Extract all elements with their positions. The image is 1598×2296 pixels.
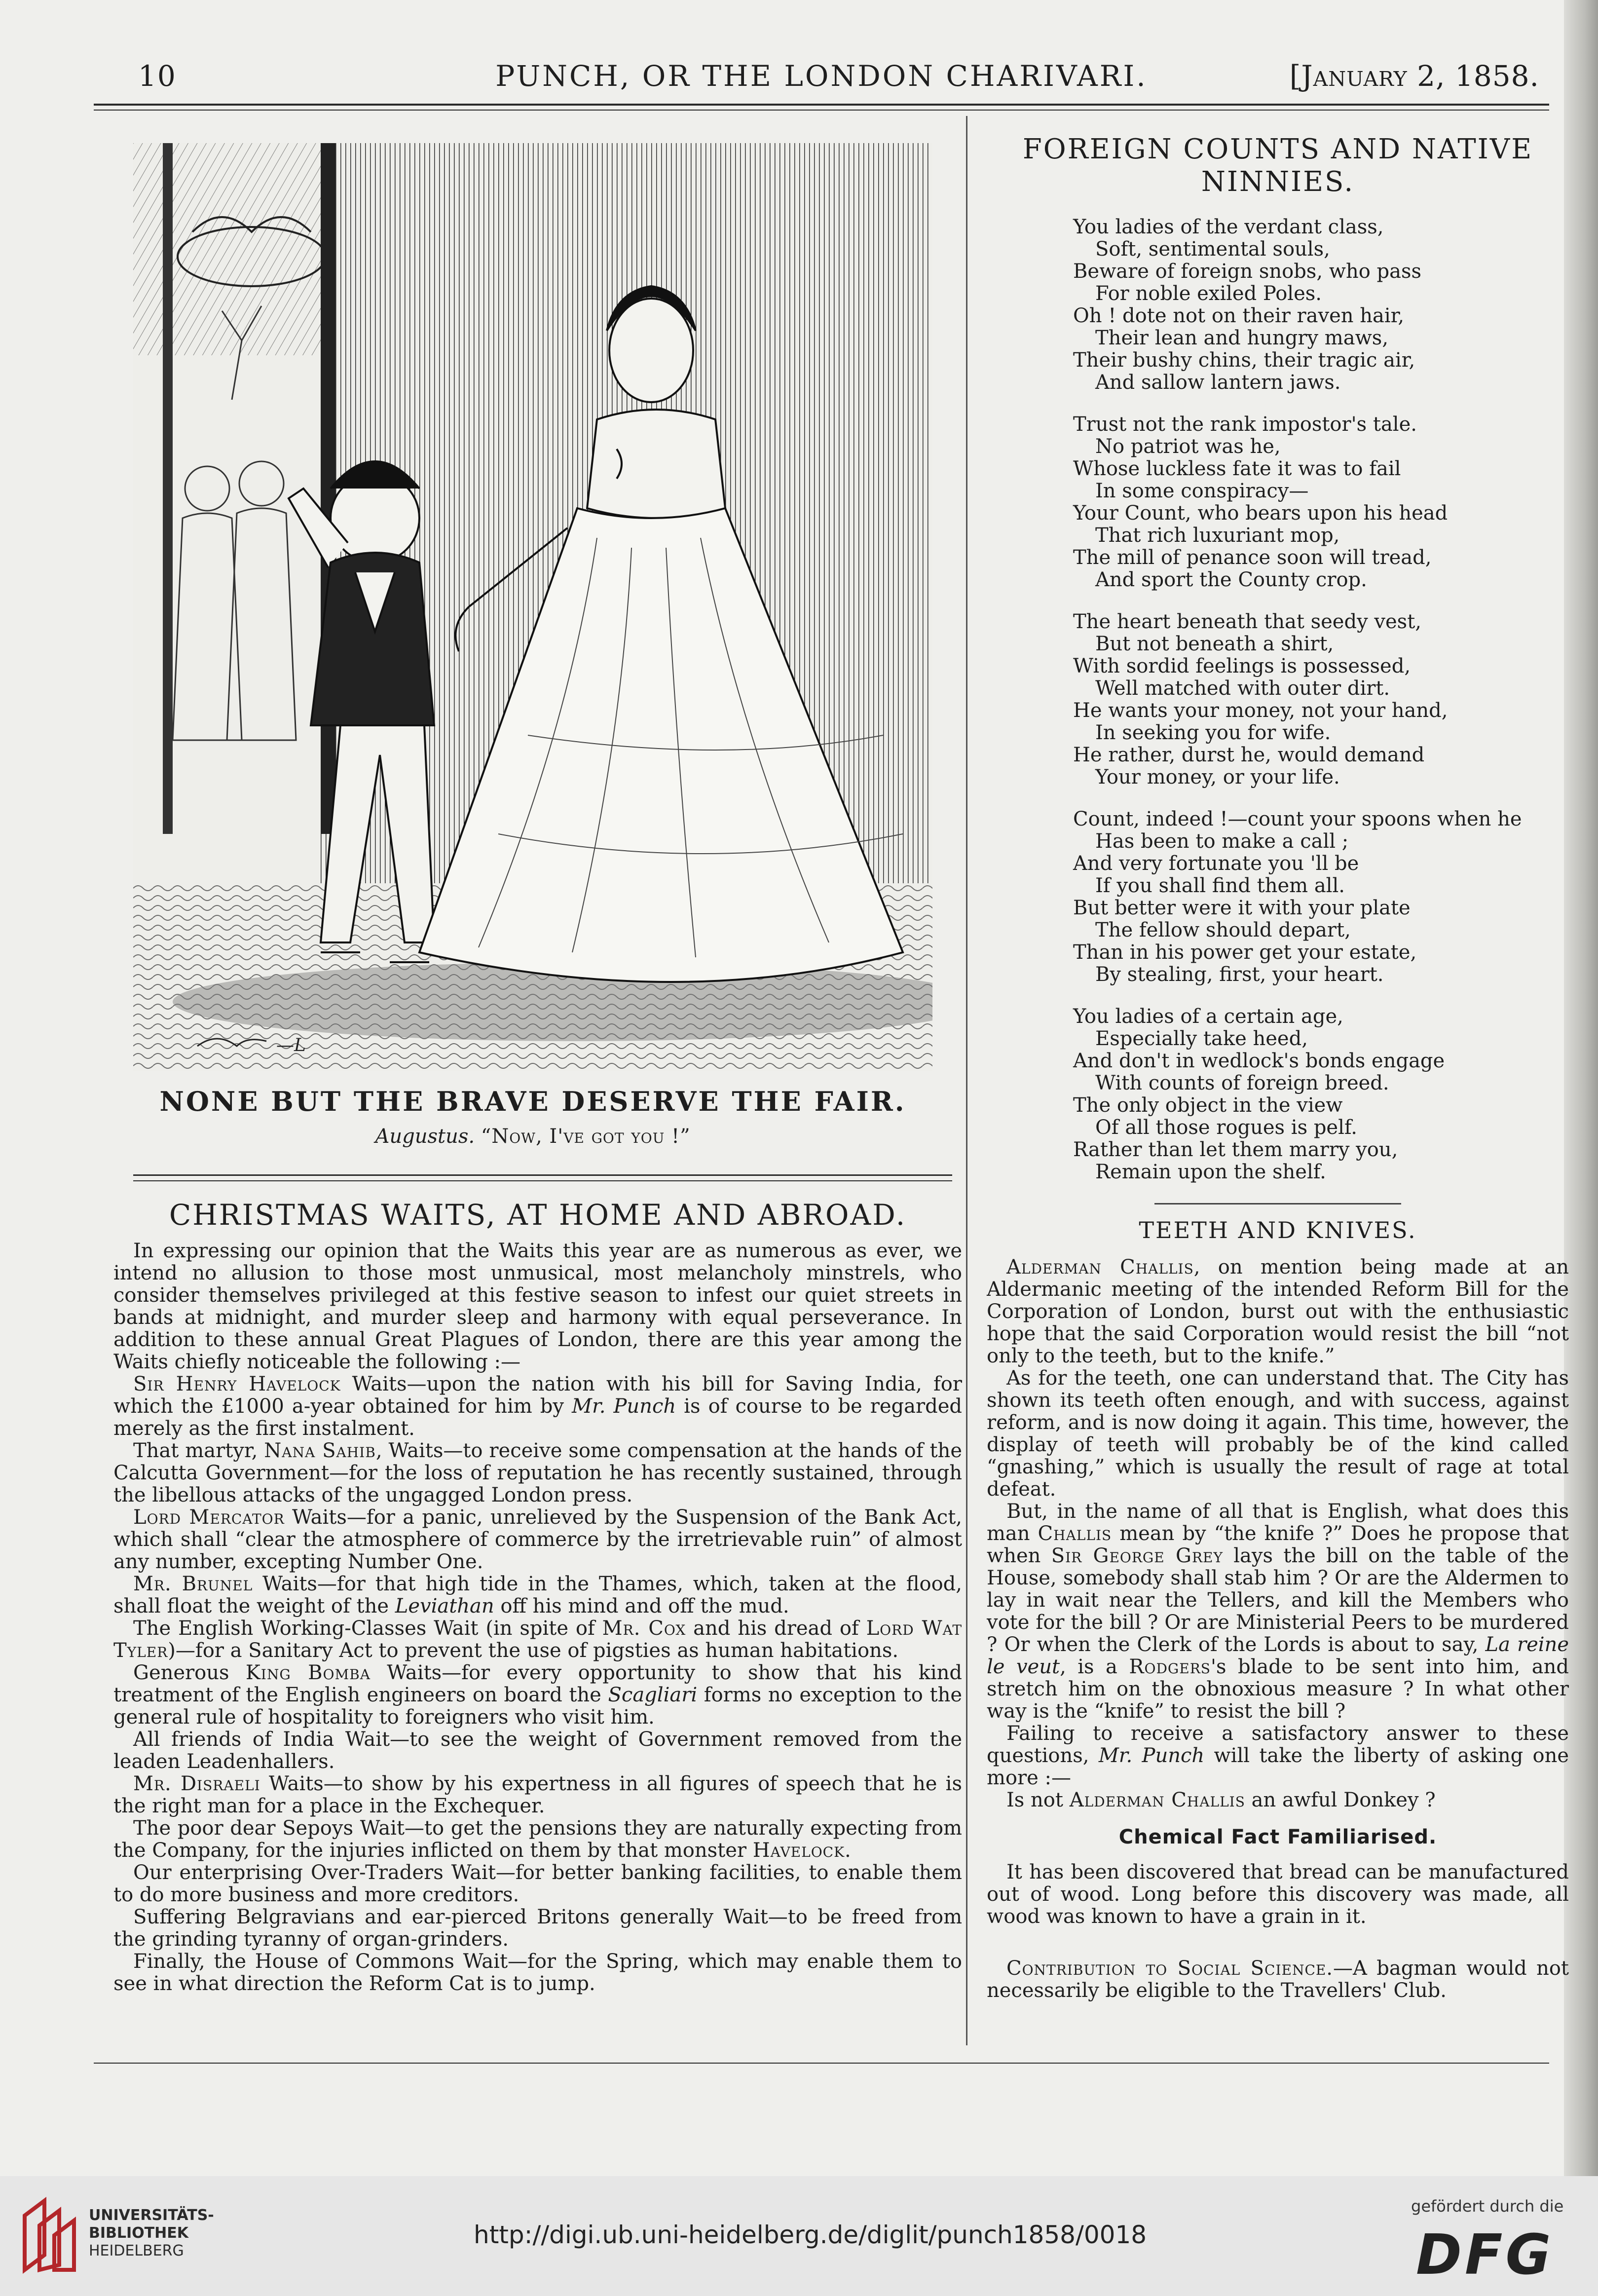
- waits-para-10: The poor dear Sepoys Wait—to get the pensions they are naturally expecting from the Company, for the injuries inflicted on them by that monster Havelock.: [113, 1817, 962, 1862]
- chemical-fact-title: Chemical Fact Familiarised.: [1118, 1826, 1437, 1848]
- header-rule-top: [94, 104, 1549, 106]
- publication-title: PUNCH, OR THE LONDON CHARIVARI.: [495, 59, 1148, 93]
- teeth-para-3: But, in the name of all that is English, what does this man Challis mean by “the knife ?” Does he propose that when Sir George Grey lays the bill on the table of the House, somebody shall stab him ? Or are the Aldermen to lay in wait near the Tellers, and kill the Members who vote for the bill ? Or are Ministerial Peers to be murdered ? Or when the Clerk of the Lords is about to say, La reine le veut, is a Rodgers's blade to be sent into him, and stretch him on the obnoxious measure ? In what other way is the “knife” to resist the bill ?: [987, 1500, 1569, 1723]
- waits-para-2: Sir Henry Havelock Waits—upon the nation with his bill for Saving India, for which the £1000 a-year obtained for him by Mr. Punch is of course to be regarded merely as the first instalment.: [113, 1373, 962, 1440]
- caption-rule-1: [133, 1174, 952, 1176]
- column-rule: [966, 116, 967, 2045]
- cartoon-caption: [113, 1086, 952, 1148]
- artist-signature: —L: [276, 1035, 306, 1055]
- christmas-waits-article: [113, 1198, 963, 1995]
- waits-para-7: Generous King Bomba Waits—for every opportunity to show that his kind treatment of the English engineers on board the Scagliari forms no exception to the general rule of hospitality to foreigners who visit him.: [113, 1661, 962, 1729]
- waits-para-6: The English Working-Classes Wait (in spite of Mr. Cox and his dread of Lord Wat Tyler)—for a Sanitary Act to prevent the use of pigsties as human habitations.: [113, 1617, 962, 1662]
- waits-para-5: Mr. Brunel Waits—for that high tide in the Thames, which, taken at the flood, shall float the weight of the Leviathan off his mind and off the mud.: [113, 1573, 963, 1618]
- source-url-link[interactable]: http://digi.ub.uni-heidelberg.de/diglit/punch1858/0018: [474, 2221, 1147, 2249]
- header-rule-bottom: [94, 110, 1549, 111]
- dfg-logo: DFG: [1416, 2223, 1554, 2287]
- waits-para-9: Mr. Disraeli Waits—to show by his expertness in all figures of speech that he is the right man for a place in the Exchequer.: [113, 1772, 962, 1817]
- page-number: 10: [138, 59, 177, 93]
- christmas-waits-title: CHRISTMAS WAITS, AT HOME AND ABROAD.: [169, 1198, 907, 1232]
- university-library-logo-icon: [20, 2196, 79, 2275]
- waits-para-1: In expressing our opinion that the Waits this year are as numerous as ever, we intend no allusion to those most unmusical, most melancholy minstrels, who consider themselves privileged at this festive season to infest our quiet streets in bands at midnight, and murder sleep and harmony with equal perseverance. In addition to these annual Great Plagues of London, there are this year among the Waits chiefly noticeable the following :—: [113, 1240, 962, 1373]
- poem-stanza-5: You ladies of a certain age, Especially take heed, And don't in wedlock's bonds engage With counts of foreign breed. The only object in the view Of all those rogues is pelf. Rather than let them marry you, Remain upon the shelf.: [1073, 1005, 1445, 1183]
- poem-stanza-4: Count, indeed !—count your spoons when he Has been to make a call ; And very fortunate you 'll be If you shall find them all. But better were it with your plate The fellow should depart, Than in his power get your estate, By stealing, first, your heart.: [1073, 808, 1522, 986]
- caption-rule-2: [133, 1180, 952, 1181]
- cartoon-quote: “Now, I've got you !”: [481, 1125, 691, 1148]
- foreign-counts-poem: [1073, 216, 1569, 1183]
- foreign-counts-title: FOREIGN COUNTS AND NATIVE NINNIES.: [1022, 133, 1533, 198]
- waits-para-3: That martyr, Nana Sahib, Waits—to receive some compensation at the hands of the Calcutta Government—for the loss of reputation he has recently sustained, through the libellous attacks of the ungagged London press.: [113, 1439, 962, 1506]
- teeth-para-5: Is not Alderman Challis an awful Donkey ?: [1006, 1789, 1436, 1811]
- cartoon-speaker: Augustus.: [375, 1125, 475, 1148]
- cartoon-title: NONE BUT THE BRAVE DESERVE THE FAIR.: [159, 1086, 906, 1117]
- waits-para-4: Lord Mercator Waits—for a panic, unrelieved by the Suspension of the Bank Act, which shall “clear the atmosphere of commerce by the irretrievable ruin” of almost any number, excepting Number One.: [113, 1506, 962, 1573]
- poem-stanza-2: Trust not the rank impostor's tale. No patriot was he, Whose luckless fate it was to fail In some conspiracy— Your Count, who bears upon his head That rich luxuriant mop, The mill of penance soon will tread, And sport the County crop.: [1073, 413, 1448, 591]
- section-divider-1: [1154, 1203, 1401, 1204]
- funding-note: gefördert durch die: [1411, 2197, 1564, 2216]
- contribution-para: Contribution to Social Science.—A bagman would not necessarily be eligible to the Travellers' Club.: [987, 1957, 1569, 2002]
- page-bottom-rule: [94, 2063, 1549, 2064]
- chemical-fact-body: It has been discovered that bread can be manufactured out of wood. Long before this discovery was made, all wood was known to have a grain in it.: [987, 1861, 1569, 1928]
- waits-para-8: All friends of India Wait—to see the weight of Government removed from the leaden Leadenhallers.: [113, 1728, 962, 1773]
- waits-para-12: Suffering Belgravians and ear-pierced Britons generally Wait—to be freed from the grinding tyranny of organ-grinders.: [113, 1906, 962, 1951]
- teeth-para-2: As for the teeth, one can understand that. The City has shown its teeth often enough, and with success, against reform, and is now doing it again. This time, however, the display of teeth will probably be of the kind called “gnashing,” which is usually the result of rage at total defeat.: [987, 1367, 1569, 1501]
- section-gap: [987, 1928, 1569, 1957]
- poem-stanza-3: The heart beneath that seedy vest, But not beneath a shirt, With sordid feelings is possessed, Well matched with outer dirt. He wants your money, not your hand, In seeking you for wife. He rather, durst he, would demand Your money, or your life.: [1073, 610, 1448, 789]
- institution-name: UNIVERSITÄTS- BIBLIOTHEK HEIDELBERG: [89, 2207, 214, 2259]
- cartoon-dialogue: [113, 1125, 952, 1148]
- poem-stanza-1: You ladies of the verdant class, Soft, sentimental souls, Beware of foreign snobs, who pass For noble exiled Poles. Oh ! dote not on their raven hair, Their lean and hungry maws, Their bushy chins, their tragic air, And sallow lantern jaws.: [1073, 216, 1422, 394]
- digitization-footer: [0, 2176, 1598, 2296]
- waits-para-11: Our enterprising Over-Traders Wait—for better banking facilities, to enable them to do more business and more creditors.: [113, 1861, 962, 1906]
- issue-date: [January 2, 1858.: [1289, 59, 1539, 93]
- page-edge: [1564, 0, 1598, 2176]
- cartoon-illustration: [133, 143, 932, 1071]
- teeth-para-1: Alderman Challis, on mention being made at an Aldermanic meeting of the intended Reform Bill for the Corporation of London, burst out with the enthusiastic hope that the said Corporation would resist the bill “not only to the teeth, but to the knife.”: [987, 1256, 1569, 1367]
- teeth-para-4: Failing to receive a satisfactory answer to these questions, Mr. Punch will take the liberty of asking one more :—: [987, 1722, 1569, 1789]
- waits-para-13: Finally, the House of Commons Wait—for the Spring, which may enable them to see in what direction the Reform Cat is to jump.: [113, 1950, 962, 1995]
- teeth-knives-title: TEETH AND KNIVES.: [1139, 1217, 1417, 1243]
- running-head: [94, 59, 1549, 99]
- right-column: [987, 133, 1569, 2002]
